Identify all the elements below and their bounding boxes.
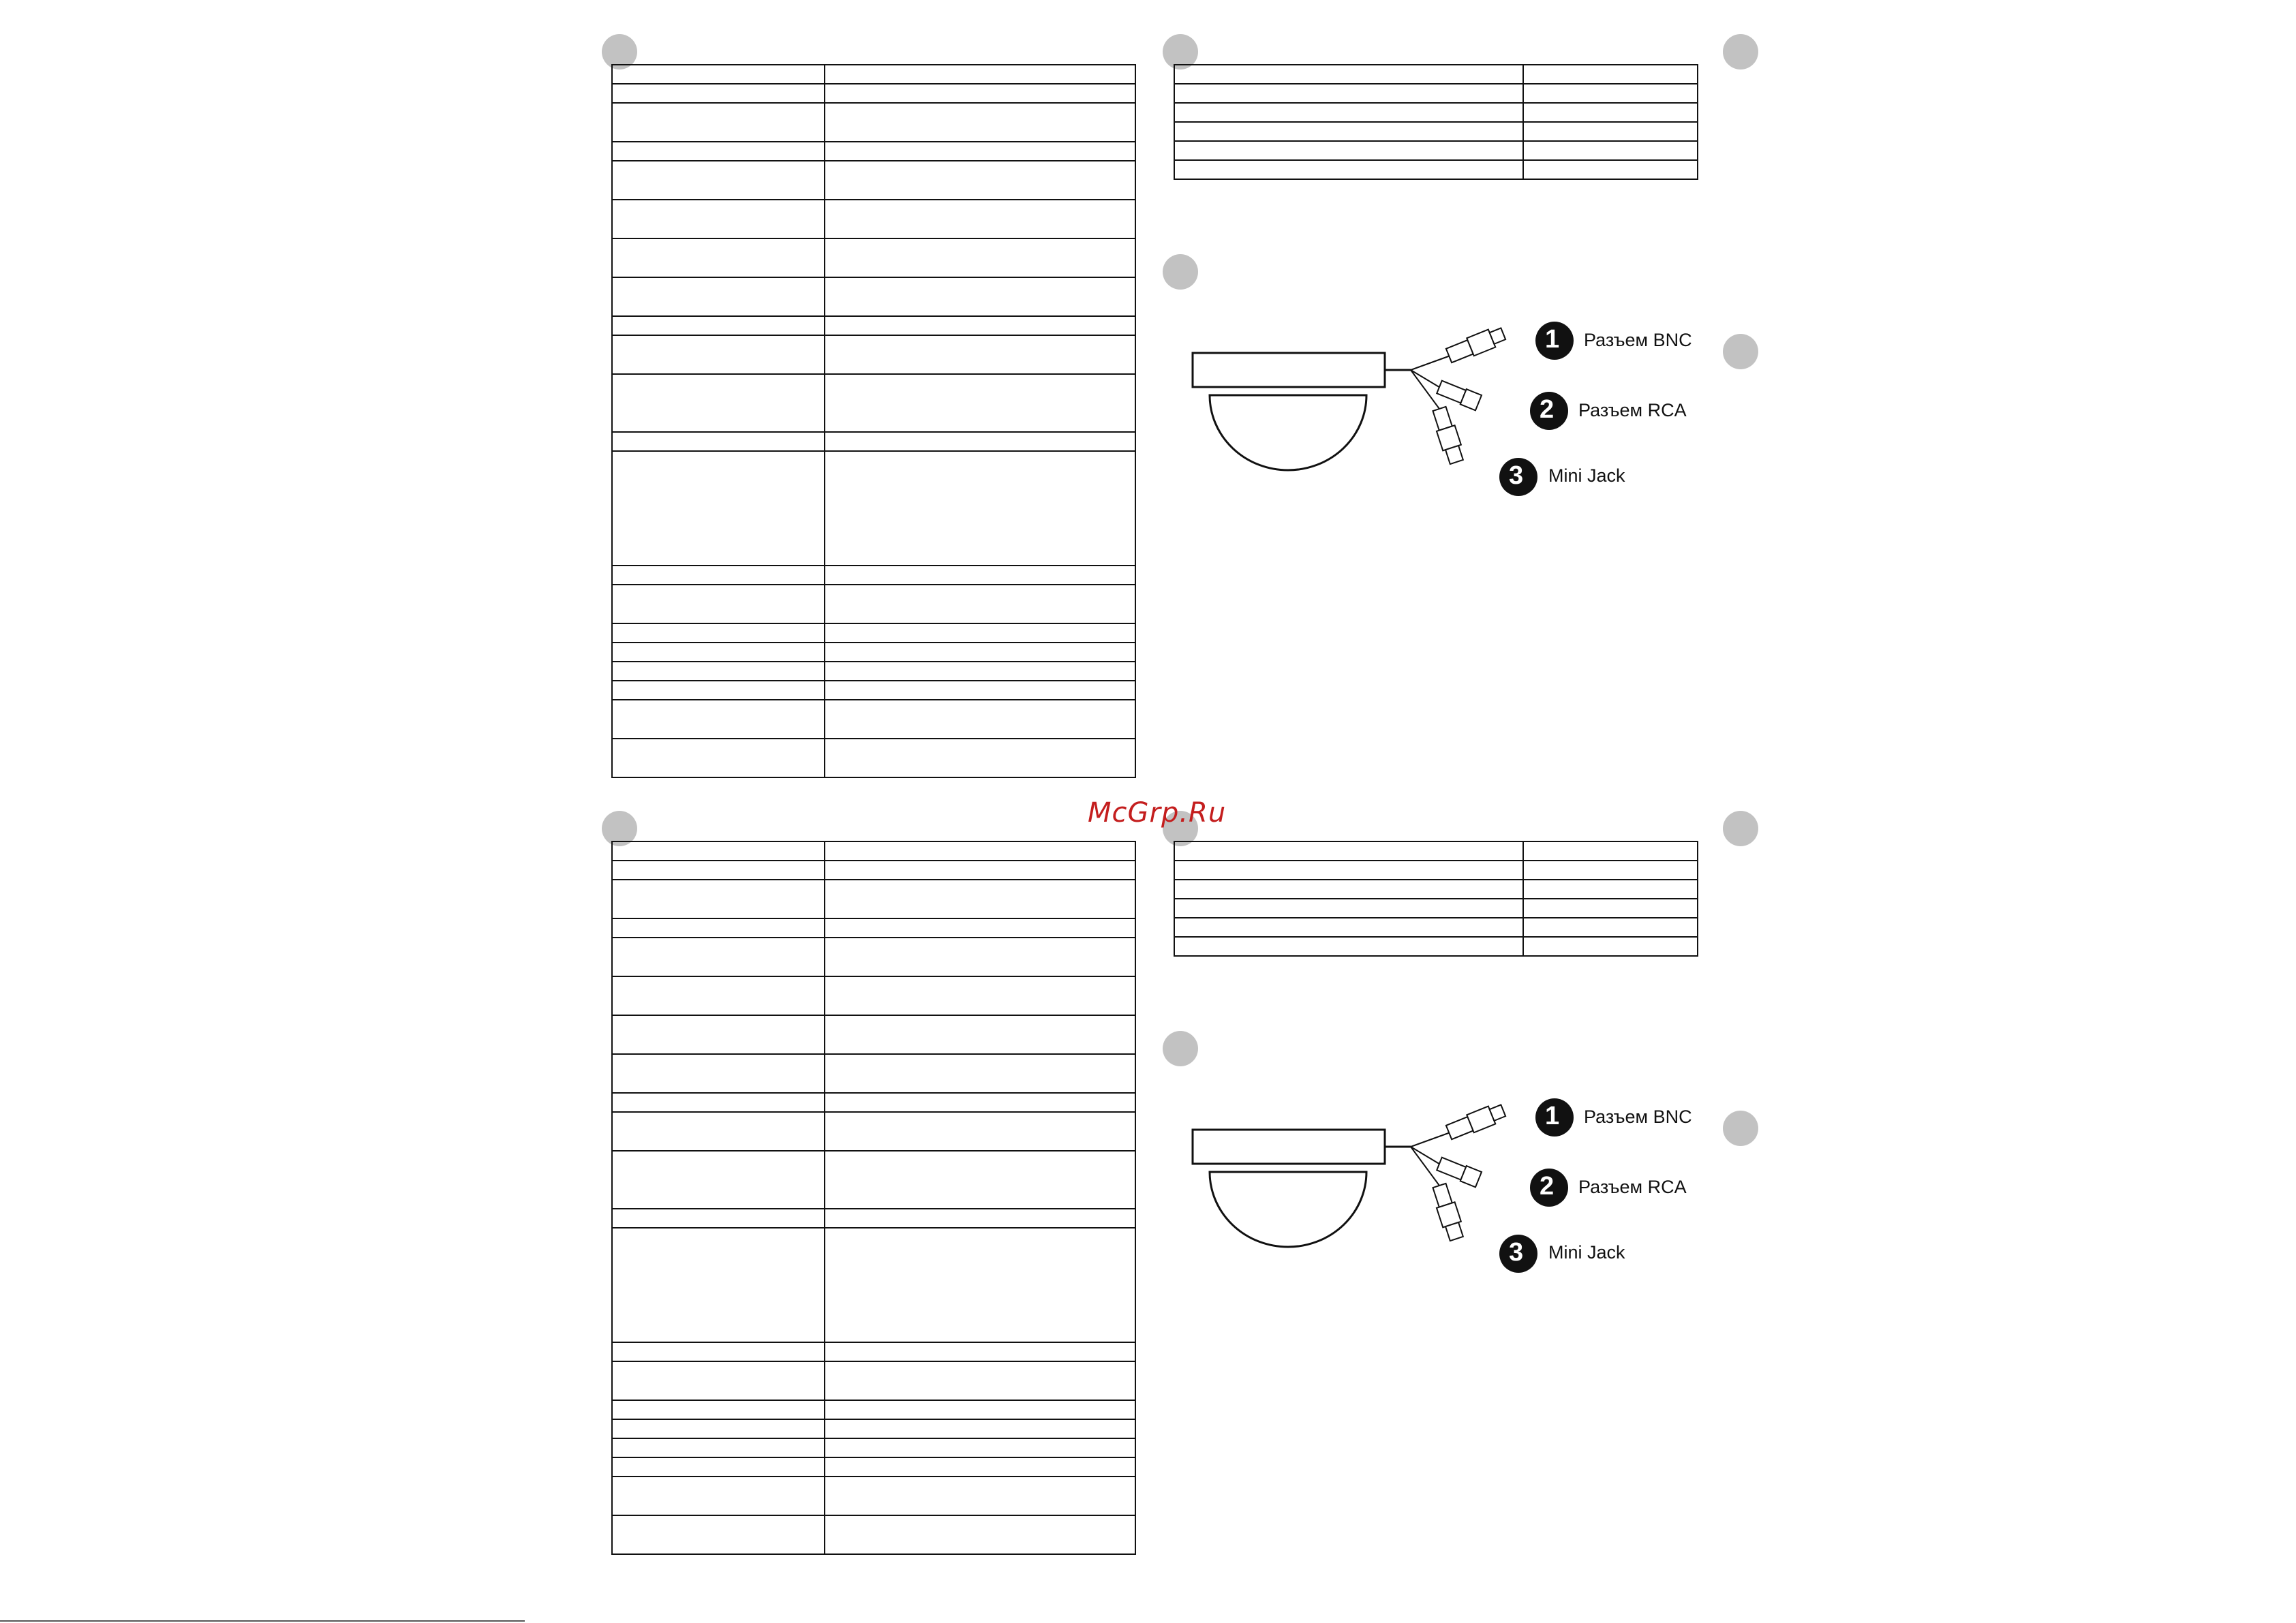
callout-number-2: 2 — [1540, 395, 1555, 424]
callout-number-3: 3 — [1509, 1238, 1524, 1267]
section-marker-dot — [1723, 34, 1758, 69]
rca-plug-icon — [1437, 380, 1482, 410]
small-table-top — [1174, 64, 1698, 180]
callout-number-3: 3 — [1509, 461, 1524, 490]
section-marker-dot — [1163, 1031, 1198, 1066]
bnc-plug-icon — [1445, 1102, 1507, 1141]
callout-label-jack: Mini Jack — [1548, 465, 1625, 486]
rca-plug-icon — [1437, 1156, 1482, 1187]
callout-label-bnc: Разъем BNC — [1584, 330, 1692, 350]
callout-number-1: 1 — [1545, 1102, 1560, 1130]
small-table-bottom — [1174, 841, 1698, 957]
camera-connector-diagram-bottom — [1186, 1090, 1717, 1322]
mini-jack-plug-icon — [1430, 406, 1466, 465]
footer-rule — [0, 1620, 525, 1622]
callout-label-jack: Mini Jack — [1548, 1242, 1625, 1263]
section-marker-dot — [1723, 334, 1758, 369]
callout-number-2: 2 — [1540, 1172, 1555, 1201]
watermark: McGrp.Ru — [1088, 797, 1227, 829]
spec-table-bottom — [611, 841, 1136, 1555]
mini-jack-plug-icon — [1430, 1183, 1466, 1242]
callout-label-rca: Разъем RCA — [1578, 400, 1687, 420]
section-marker-dot — [1163, 254, 1198, 290]
section-marker-dot — [1723, 811, 1758, 846]
section-marker-dot — [1723, 1111, 1758, 1146]
callout-number-1: 1 — [1545, 325, 1560, 354]
callout-label-rca: Разъем RCA — [1578, 1177, 1687, 1197]
camera-connector-diagram-top — [1186, 313, 1717, 545]
bnc-plug-icon — [1445, 325, 1507, 365]
spec-table-top — [611, 64, 1136, 778]
callout-label-bnc: Разъем BNC — [1584, 1107, 1692, 1127]
